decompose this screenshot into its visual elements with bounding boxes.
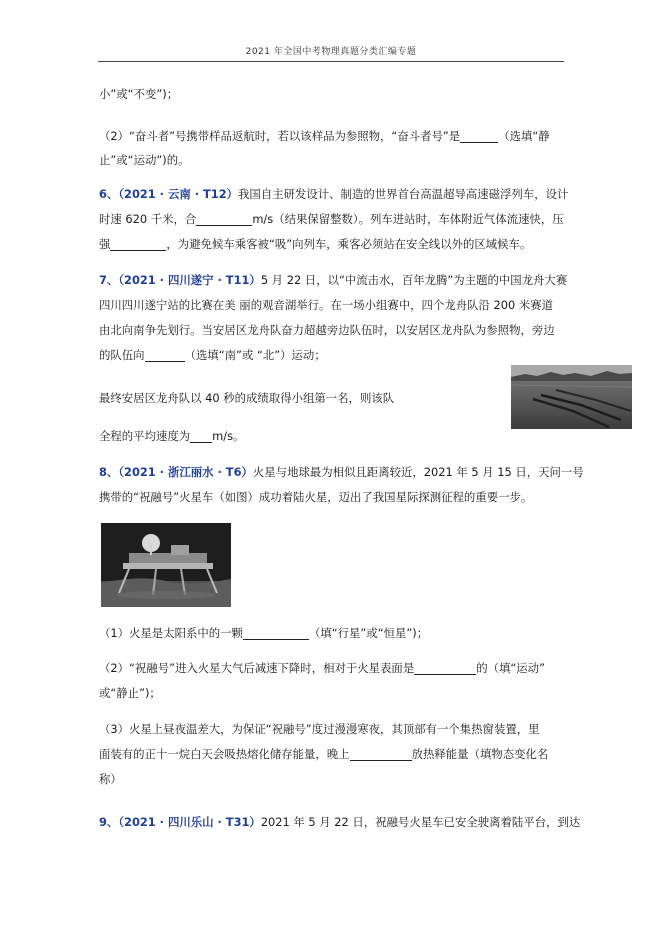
text-line	[99, 685, 161, 701]
question-source-tag: （2021 · 四川乐山 · T31）	[118, 815, 261, 829]
text-line	[99, 660, 545, 676]
answer-blank[interactable]	[460, 130, 498, 143]
text-span: （选填“静	[498, 129, 550, 143]
text-line	[99, 489, 532, 505]
text-span: （填“行星”或“恒星”)；	[308, 626, 429, 640]
text-span: m/s（结果保留整数）。列车进站时，车体附近气体流速快，压	[252, 212, 564, 226]
question-number: 6、	[99, 187, 119, 201]
text-span: 由北向南争先划行。当安居区龙舟队奋力超越旁边队伍时，以安居区龙舟队为参照物，旁边	[99, 323, 555, 337]
text-span: 强	[99, 237, 111, 251]
answer-blank[interactable]	[243, 627, 309, 640]
text-line	[99, 322, 555, 338]
text-line	[99, 128, 550, 144]
text-line	[99, 625, 428, 641]
text-span: 全程的平均速度为	[99, 429, 191, 443]
text-span: 最终安居区龙舟队以 40 秒的成绩取得小组第一名，则该队	[99, 391, 395, 405]
text-span: 止”或“运动”)的。	[99, 153, 190, 167]
text-span: 火星与地球最为相似且距离较近，2021 年 5 月 15 日，天问一号	[252, 465, 584, 479]
text-span: 我国自主研发设计、制造的世界首台高温超导高速磁浮列车，设计	[238, 187, 569, 201]
answer-blank[interactable]	[196, 213, 252, 226]
text-span: 5 月 22 日，以“中流击水，百年龙腾”为主题的中国龙舟大赛	[260, 273, 568, 287]
text-line	[99, 347, 326, 363]
text-span: （1）火星是太阳系中的一颗	[99, 626, 243, 640]
text-span: 携带的“祝融号”火星车（如图）成功着陆火星，迈出了我国星际探测征程的重要一步。	[99, 490, 533, 504]
question-number: 8、	[99, 465, 119, 479]
text-line	[99, 390, 394, 406]
text-line	[99, 746, 548, 762]
question-7-line	[99, 272, 567, 288]
question-source-tag: （2021 · 四川遂宁 · T11）	[118, 273, 261, 287]
text-span: 2021 年 5 月 22 日，祝融号火星车已安全驶离着陆平台，到达	[260, 815, 581, 829]
answer-blank[interactable]	[190, 430, 212, 443]
question-source-tag: （2021 · 云南 · T12）	[118, 187, 239, 201]
zhurong-rover-photo	[101, 523, 231, 607]
question-9-line	[99, 814, 580, 830]
answer-blank[interactable]	[145, 349, 185, 362]
question-source-tag: （2021 · 浙江丽水 · T6）	[118, 465, 253, 479]
text-span: （3）火星上昼夜温差大，为保证“祝融号”度过漫漫寒夜，其顶部有一个集热窗装置，里	[99, 722, 540, 736]
text-line	[99, 236, 531, 252]
text-span: （2）“奋斗者”号携带样品返航时，若以该样品为参照物，“奋斗者号”是	[99, 129, 461, 143]
text-line	[99, 152, 190, 168]
text-span: 小”或“不变”)；	[99, 87, 179, 101]
text-line	[99, 297, 553, 313]
header-divider	[98, 61, 564, 62]
text-span: 的（填“运动”	[476, 661, 545, 675]
question-8-line	[99, 464, 584, 480]
page-header: 2021 年全国中考物理真题分类汇编专题	[245, 47, 417, 57]
text-span: （选填“南”或 “北”）运动；	[184, 348, 326, 362]
text-span: m/s。	[212, 429, 245, 443]
text-line	[99, 86, 178, 102]
text-span: ，为避免候车乘客被“吸”向列车，乘客必须站在安全线以外的区域候车。	[166, 237, 532, 251]
text-line	[99, 721, 540, 737]
text-span: 四川四川遂宁站的比赛在美 丽的观音湖举行。在一场小组赛中，四个龙舟队沿 200 米赛道	[99, 298, 554, 312]
text-line	[99, 211, 564, 227]
text-span: 称）	[99, 772, 122, 786]
text-span: （2）“祝融号”进入火星大气后减速下降时，相对于火星表面是	[99, 661, 415, 675]
question-number: 9、	[99, 815, 119, 829]
answer-blank[interactable]	[414, 662, 476, 675]
text-line	[99, 428, 244, 444]
text-line	[99, 771, 122, 787]
question-6-line	[99, 186, 568, 202]
text-span: 或“静止”)；	[99, 686, 161, 700]
dragon-boat-race-photo	[511, 365, 632, 429]
answer-blank[interactable]	[110, 238, 166, 251]
text-span: 面装有的正十一烷白天会吸热熔化储存能量，晚上	[99, 747, 350, 761]
answer-blank[interactable]	[350, 748, 412, 761]
text-span: 时速 620 千米，合	[99, 212, 197, 226]
question-number: 7、	[99, 273, 119, 287]
text-span: 的队伍向	[99, 348, 145, 362]
text-span: 放热释能量（填物态变化名	[411, 747, 549, 761]
